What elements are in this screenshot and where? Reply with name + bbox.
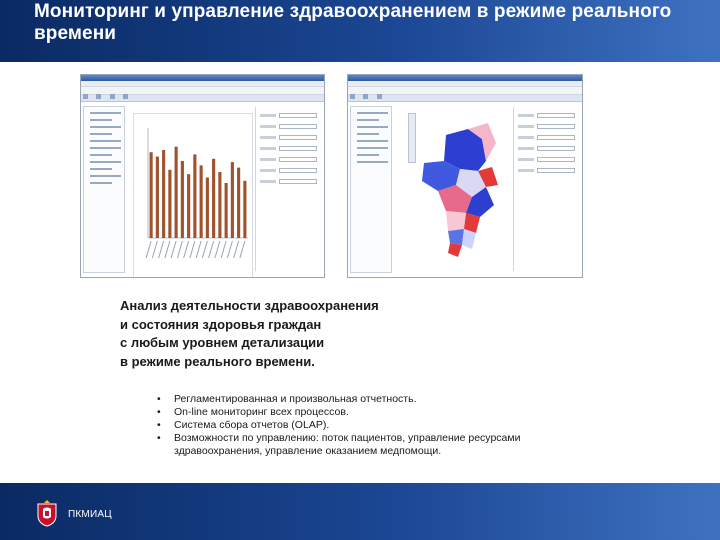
chart-bar xyxy=(193,154,196,238)
bullet-text: On-line мониторинг всех процессов. xyxy=(174,406,349,418)
chart-tick-label xyxy=(146,241,151,258)
chart-tick-label xyxy=(171,241,176,258)
chart-tick-label xyxy=(196,241,201,258)
toolbar-icon xyxy=(350,94,355,99)
chart-tick-label xyxy=(165,241,170,258)
chart-bar xyxy=(168,170,171,238)
chart-bar xyxy=(206,178,209,239)
report-parameters-panel xyxy=(255,107,321,271)
chart-bar xyxy=(212,159,215,238)
chart-bar xyxy=(175,147,178,238)
chart-bar xyxy=(156,157,159,238)
bullet-marker: • xyxy=(157,432,161,444)
map-screenshot xyxy=(347,74,583,278)
window-toolbar xyxy=(81,87,324,95)
lead-text xyxy=(120,297,590,371)
map-zoom-control xyxy=(408,113,416,163)
footer-organization: ПКМИАЦ xyxy=(68,509,112,520)
header-band xyxy=(0,0,720,62)
list-item xyxy=(157,393,607,406)
chart-bar xyxy=(150,152,153,238)
chart-bar xyxy=(218,172,221,238)
toolbar-icon xyxy=(377,94,382,99)
chart-tick-label xyxy=(190,241,195,258)
bullet-text: Возможности по управлению: поток пациентов, управление ресурсами здравоохранения, управление оказанием медпомощи. xyxy=(174,432,521,457)
chart-bar xyxy=(225,183,228,238)
region-map-thumbnail xyxy=(416,113,504,263)
chart-bar xyxy=(187,174,190,238)
chart-tick-label xyxy=(240,241,245,258)
chart-tick-label xyxy=(227,241,232,258)
window-toolbar xyxy=(348,87,582,95)
bullet-text: Регламентированная и произвольная отчетность. xyxy=(174,393,417,405)
bullet-marker: • xyxy=(157,419,161,431)
window-tabbar xyxy=(348,95,582,102)
lead-line: и состояния здоровья граждан xyxy=(120,316,322,332)
map-region xyxy=(446,211,466,231)
toolbar-icon xyxy=(83,94,88,99)
bullet-marker: • xyxy=(157,406,161,418)
coat-of-arms-logo xyxy=(36,499,58,527)
map-region xyxy=(448,243,462,257)
chart-tick-label xyxy=(234,241,239,258)
chart-tick-label xyxy=(221,241,226,258)
toolbar-icon xyxy=(96,94,101,99)
list-item xyxy=(157,419,607,432)
map-body xyxy=(348,103,582,277)
chart-bar xyxy=(181,161,184,238)
list-item xyxy=(157,406,607,419)
toolbar-icon xyxy=(363,94,368,99)
chart-bar xyxy=(200,165,203,238)
bullet-marker: • xyxy=(157,393,161,405)
report-body xyxy=(81,103,324,277)
region-map-graphic xyxy=(416,113,504,263)
lead-line: Анализ деятельности здравоохранения xyxy=(120,298,379,313)
feature-list xyxy=(157,393,607,458)
bar-chart-graphic xyxy=(134,114,254,278)
slide-title: Мониторинг и управление здравоохранением в режиме реального времени xyxy=(34,1,672,44)
map-layers-tree xyxy=(350,106,392,273)
lead-line: в режиме реального времени. xyxy=(120,353,315,369)
chart-tick-label xyxy=(215,241,220,258)
chart-tick-label xyxy=(177,241,182,258)
report-tree xyxy=(83,106,125,273)
chart-tick-label xyxy=(159,241,164,258)
list-item xyxy=(157,432,607,458)
map-region xyxy=(448,229,464,245)
toolbar-icon xyxy=(110,94,115,99)
map-parameters-panel xyxy=(513,107,579,271)
chart-tick-label xyxy=(184,241,189,258)
bullet-text: Система сбора отчетов (OLAP). xyxy=(174,419,330,431)
chart-bar xyxy=(162,150,165,238)
report-screenshot xyxy=(80,74,325,278)
chart-tick-label xyxy=(202,241,207,258)
chart-bar xyxy=(243,181,246,238)
bar-chart-thumbnail xyxy=(133,113,253,278)
toolbar-icon xyxy=(123,94,128,99)
chart-tick-label xyxy=(152,241,157,258)
chart-bar xyxy=(231,162,234,238)
lead-line: с любым уровнем детализации xyxy=(120,335,325,350)
chart-tick-label xyxy=(209,241,214,258)
chart-bar xyxy=(237,168,240,238)
